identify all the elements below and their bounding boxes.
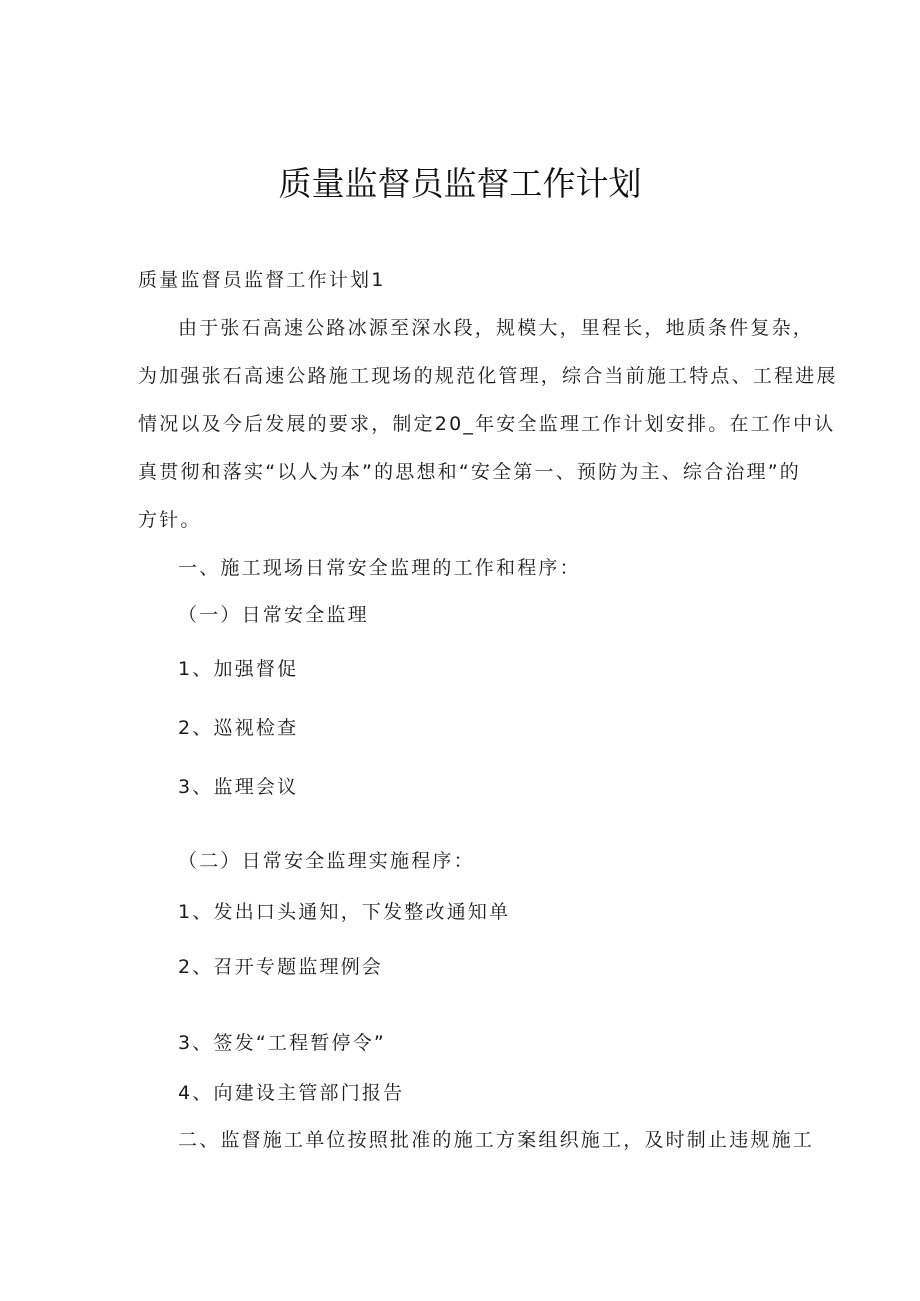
intro-line-5: 方针。 [138,509,202,531]
list-item: 1、加强督促 [178,658,299,680]
part1-heading: 一、施工现场日常安全监理的工作和程序： [178,557,581,579]
document-title: 质量监督员监督工作计划 [278,164,642,203]
list-item: 2、召开专题监理例会 [178,956,384,978]
part2-heading: 二、监督施工单位按照批准的施工方案组织施工，及时制止违规施工 [178,1129,815,1151]
list-item: 2、巡视检查 [178,717,299,739]
list-item: 3、签发“工程暂停令” [178,1032,386,1054]
sub2-heading: （二）日常安全监理实施程序： [178,850,475,872]
list-item: 3、监理会议 [178,776,299,798]
intro-line-4: 真贯彻和落实“以人为本”的思想和“安全第一、预防为主、综合治理”的 [138,461,801,483]
list-item: 1、发出口头通知，下发整改通知单 [178,901,511,923]
section-heading: 质量监督员监督工作计划1 [138,269,386,291]
intro-line-2: 为加强张石高速公路施工现场的规范化管理，综合当前施工特点、工程进展 [138,365,838,387]
intro-line-3: 情况以及今后发展的要求，制定20_年安全监理工作计划安排。在工作中认 [138,413,836,435]
intro-line-1: 由于张石高速公路冰源至深水段，规模大，里程长，地质条件复杂， [178,317,815,339]
list-item: 4、向建设主管部门报告 [178,1082,405,1104]
sub1-heading: （一）日常安全监理 [178,604,369,626]
